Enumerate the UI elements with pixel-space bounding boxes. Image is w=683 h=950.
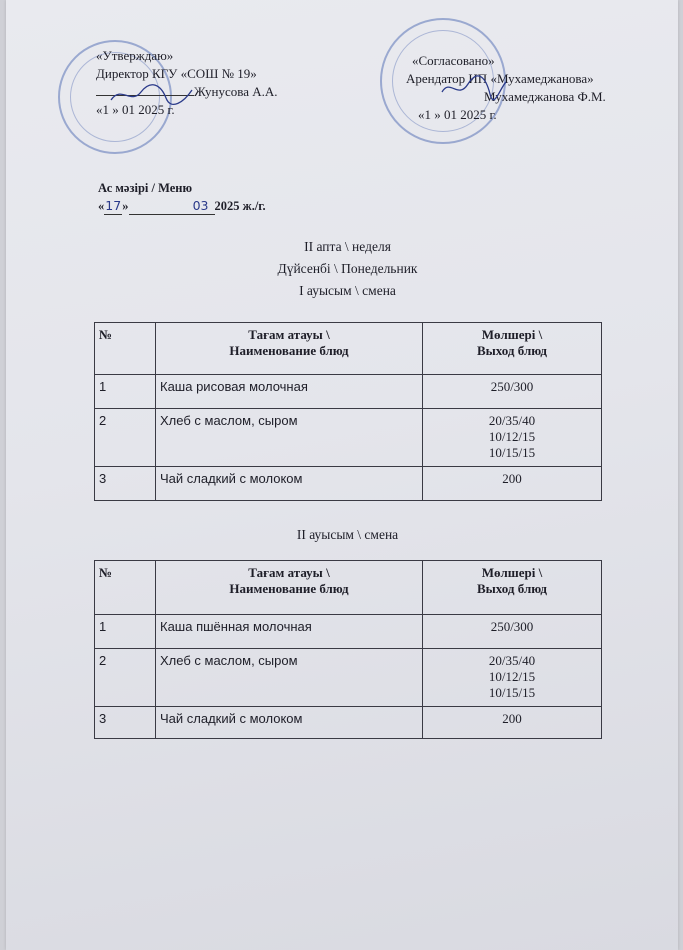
row-qty: 20/35/40 10/12/15 10/15/15 xyxy=(423,649,602,707)
shift1-title: I ауысым \ смена xyxy=(299,283,396,298)
row-num: 3 xyxy=(95,467,156,501)
col-num-header: № xyxy=(95,323,156,375)
table-row xyxy=(95,707,602,739)
tenant-signature xyxy=(438,74,508,104)
col-name-header: Тағам атауы \ Наименование блюд xyxy=(156,323,423,375)
col-num-header: № xyxy=(95,561,156,615)
director-signature xyxy=(106,80,196,110)
menu-date: «17» 03 2025 ж./г. xyxy=(98,198,266,213)
col-name-header: Тағам атауы \ Наименование блюд xyxy=(156,561,423,615)
document-page xyxy=(6,0,678,950)
row-num: 2 xyxy=(95,649,156,707)
table-header-row xyxy=(95,323,602,375)
row-num: 3 xyxy=(95,707,156,739)
row-name: Каша рисовая молочная xyxy=(156,375,423,409)
row-qty: 250/300 xyxy=(423,615,602,649)
agreement-position: Арендатор ИП «Мухамеджанова» xyxy=(406,71,594,86)
row-num: 1 xyxy=(95,375,156,409)
row-qty: 250/300 xyxy=(423,375,602,409)
row-name: Чай сладкий с молоком xyxy=(156,467,423,501)
menu-day: 17 xyxy=(105,198,122,213)
table-header-row xyxy=(95,561,602,615)
row-name: Чай сладкий с молоком xyxy=(156,707,423,739)
row-name: Каша пшённая молочная xyxy=(156,615,423,649)
table-row xyxy=(95,409,602,467)
day-title: Дүйсенбі \ Понедельник xyxy=(277,261,418,276)
menu-month: 03 xyxy=(129,197,215,215)
agreement-title: «Согласовано» xyxy=(412,53,495,68)
agreement-signer: Мухамеджанова Ф.М. xyxy=(484,89,606,104)
row-num: 2 xyxy=(95,409,156,467)
table-row xyxy=(95,467,602,501)
menu-header xyxy=(98,180,266,215)
row-name: Хлеб с маслом, сыром xyxy=(156,649,423,707)
shift2-table xyxy=(94,560,602,739)
approval-title: «Утверждаю» xyxy=(96,48,174,63)
shift2-title: II ауысым \ смена xyxy=(296,527,399,542)
agreement-date: «1 » 01 2025 г. xyxy=(418,107,497,122)
week-title: II апта \ неделя xyxy=(304,239,391,254)
approval-position: Директор КГУ «СОШ № 19» xyxy=(96,66,257,81)
table-row xyxy=(95,615,602,649)
col-qty-header: Мөлшері \ Выход блюд xyxy=(423,323,602,375)
row-name: Хлеб с маслом, сыром xyxy=(156,409,423,467)
approval-signer: Жунусова А.А. xyxy=(194,84,278,99)
table-row xyxy=(95,649,602,707)
approval-date: «1 » 01 2025 г. xyxy=(96,102,175,117)
shift1-table xyxy=(94,322,602,501)
menu-title: Ас мәзірі / Меню xyxy=(98,181,193,195)
row-qty: 200 xyxy=(423,467,602,501)
table-row xyxy=(95,375,602,409)
row-qty: 20/35/40 10/12/15 10/15/15 xyxy=(423,409,602,467)
row-num: 1 xyxy=(95,615,156,649)
col-qty-header: Мөлшері \ Выход блюд xyxy=(423,561,602,615)
row-qty: 200 xyxy=(423,707,602,739)
